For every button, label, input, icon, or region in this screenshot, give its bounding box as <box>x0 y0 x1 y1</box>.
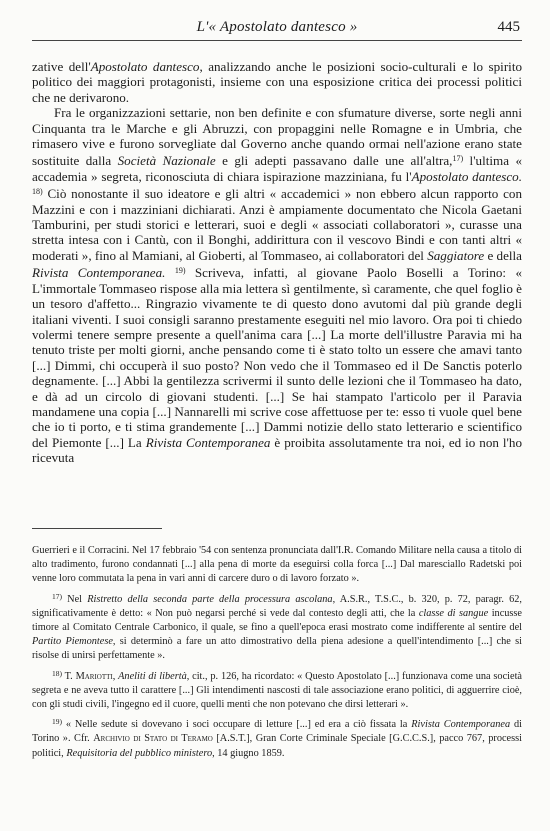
running-title: L'« Apostolato dantesco » <box>196 19 358 35</box>
note-reference: 18) <box>32 187 43 197</box>
paragraph: Fra le organizzazioni settarie, non ben definite e con sfumature diverse, sorte negli anni Cinquanta tra le Marche e gli Abruzzi, con propaggini nelle Romagne e in Umbria, che rimasero vive e furono sorvegliate dal Governo anche quando ormai nell'azione erano state sostituite dalla Società Nazionale e gli adepti passavano dalle une all'altra,$^{17)}$ l'ultima « accademia » segreta, riconosciuta di chiara ispirazione mazziniana, fu l'Apostolato dantesco. $^{18)}$ Ciò nonostante il suo ideatore e gli altri « accademici » non ebbero alcun rapporto con Mazzini e con i mazziniani dichiarati. Anzi è ampiamente documentato che Nicola Gaetani Tamburini, per studi storici e letterari, suoi e degli « associati collaboratori », curasse una stretta intesa con i Cantù, con il Bonghi, addirittura con il vescovo Bindi e con tanti altri « moderati », fino al Mamiani, al Gioberti, al Tommaseo, ai collaboratori del Saggiatore e della Rivista Contemporanea. $^{19)}$ Scriveva, infatti, al giovane Paolo Boselli a Torino: « L'immortale Tommaseo rispose alla mia lettera sì gentilmente, sì caramente, che quel foglio è un tesoro d'affetto... Ringrazio vivamente te di questo dono avutomi dal più grande degli italiani viventi. I suoi consigli saranno prestamente eseguiti nel mio lavoro. Ora poi ti chiedo volermi tenere sempre presente a quell'anima cara [...] La morte dell'illustre Paravia mi ha tenuto triste per molti giorni, anche pensando come ti è stato tolto un essere che amavi tanto [...] Dimmi, chi occuperà il suo posto? Non vedo che il Tommaseo ed il De Sanctis poterlo degnamente. [...] Abbi la gentilezza scrivermi il sunto delle lezioni che il Tommaseo ha dato, e dà ad un circolo di giovani studenti. [...] Se hai stampato l'articolo per il Paravia mandamene una copia [...] Nannarelli mi scrive cose affettuose per te: esso ti vuole quel bene che io ti porto, e ti stima grandemente [...] Dammi notizie dello stato letterario e scientifico del Piemonte [...] La Rivista Contemporanea è proibita assolutamente tra noi, ed io non l'ho ricevuta <box>32 105 523 466</box>
footnote-17: $^{17)}$ Nel Ristretto della seconda parte della processura ascolana, A.S.R., T.S.C., b. 320, p. 72, paragr. 62, significativamente è detto: « Non può negarsi perché si vede dal contesto degli atti, che la classe di sangue incusse timore al Comitato Centrale Carbonico, il quale, se fino a quell'epoca erasi mostrato come indifferente al sentire del Partito Piemontese, si determinò a fare un atto dimostrativo della piena adesione a quell'intendimento [...] che si risolse di unirsi perfettamente ». <box>32 591 523 662</box>
footnote-continued: Guerrieri e il Corracini. Nel 17 febbraio '54 con sentenza pronunciata dall'I.R. Comando Militare nella causa a titolo di alto tradimento, furono condannati [...] alla pena di morte da eseguirsi colla forca [...] Dal maresciallo Radetski poi venne loro commutata la pena in vari anni di carcere duro o di lavoro forzato ». <box>32 545 522 585</box>
footnote-18: $^{18)}$ T. Mariotti, Aneliti di libertà, cit., p. 126, ha ricordato: « Questo Apostolato [...] funzionava come una società segreta e ne aveva tutto il carattere [...] Gli intendimenti nascosti di tale associazione erano politici, di agguerrire cioè, con gli studi civili, l'ingegno ed il cuore, quelli menti che non potevano che dirsi letterari ». <box>32 668 522 711</box>
page-number: 445 <box>497 19 520 35</box>
page-header <box>32 18 522 41</box>
note-reference: 19) <box>174 266 186 276</box>
footnotes <box>32 544 522 764</box>
note-reference: 17) <box>452 154 464 164</box>
footnote-19: $^{19)}$ « Nelle sedute si dovevano i soci occupare di letture [...] ed era a ciò fissata la Rivista Contemporanea di Torino ». Cfr. Archivio di Stato di Teramo [A.S.T.], Gran Corte Criminale Speciale [G.C.C.S.], pacco 767, processi politici, Requisitoria del pubblico ministero, 14 giugno 1859. <box>32 717 523 759</box>
main-text <box>32 59 522 466</box>
footnote-separator <box>32 528 162 529</box>
paragraph: zative dell'Apostolato dantesco, analizzando anche le posizioni socio-culturali e lo spirito politico dei maggiori protagonisti, insieme con una esposizione critica dei processi politici che ne derivarono. <box>32 59 522 105</box>
